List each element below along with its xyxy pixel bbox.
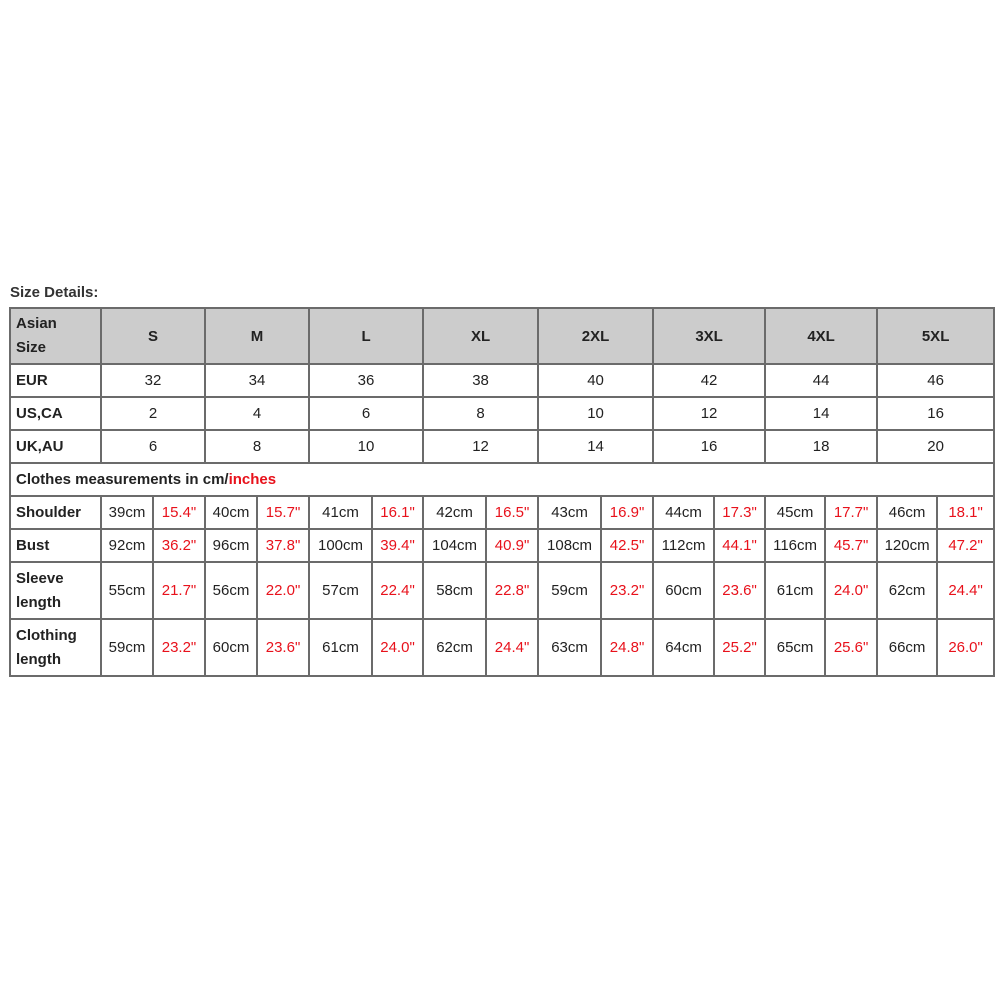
- inch-cell: 23.6": [257, 619, 309, 676]
- row-label: US,CA: [10, 397, 101, 430]
- us-ca-cell: 2: [101, 397, 205, 430]
- size-header-4xl: 4XL: [765, 308, 877, 364]
- size-header-2xl: 2XL: [538, 308, 653, 364]
- row-label: [10, 619, 101, 676]
- row-label-line-2: length: [16, 650, 61, 668]
- us-ca-cell: 6: [309, 397, 423, 430]
- eur-cell: 46: [877, 364, 994, 397]
- eur-cell: 40: [538, 364, 653, 397]
- size-header-m: M: [205, 308, 309, 364]
- eur-cell: 42: [653, 364, 765, 397]
- inch-cell: 39.4": [372, 529, 423, 562]
- inch-cell: 24.4": [937, 562, 994, 619]
- cm-cell: 61cm: [765, 562, 825, 619]
- uk-au-row: [10, 430, 994, 463]
- uk-au-cell: 10: [309, 430, 423, 463]
- row-label: Bust: [10, 529, 101, 562]
- uk-au-cell: 14: [538, 430, 653, 463]
- eur-cell: 44: [765, 364, 877, 397]
- header-row: [10, 308, 994, 364]
- cm-cell: 92cm: [101, 529, 153, 562]
- row-label-line-1: Clothing: [16, 626, 77, 644]
- inch-cell: 42.5": [601, 529, 653, 562]
- size-header-l: L: [309, 308, 423, 364]
- measurements-section-heading: [10, 463, 994, 496]
- inch-cell: 44.1": [714, 529, 765, 562]
- cm-cell: 45cm: [765, 496, 825, 529]
- us-ca-cell: 10: [538, 397, 653, 430]
- inch-cell: 16.9": [601, 496, 653, 529]
- size-header-xl: XL: [423, 308, 538, 364]
- uk-au-cell: 18: [765, 430, 877, 463]
- inch-cell: 24.0": [372, 619, 423, 676]
- inch-cell: 17.7": [825, 496, 877, 529]
- cm-cell: 42cm: [423, 496, 486, 529]
- inch-cell: 25.2": [714, 619, 765, 676]
- inch-cell: 45.7": [825, 529, 877, 562]
- cm-cell: 60cm: [205, 619, 257, 676]
- size-header-5xl: 5XL: [877, 308, 994, 364]
- cm-cell: 65cm: [765, 619, 825, 676]
- measurements-section-row: [10, 463, 994, 496]
- inch-cell: 23.6": [714, 562, 765, 619]
- cm-cell: 96cm: [205, 529, 257, 562]
- size-header-s: S: [101, 308, 205, 364]
- uk-au-cell: 12: [423, 430, 538, 463]
- us-ca-row: [10, 397, 994, 430]
- us-ca-cell: 16: [877, 397, 994, 430]
- cm-cell: 39cm: [101, 496, 153, 529]
- inch-cell: 15.4": [153, 496, 205, 529]
- cm-cell: 59cm: [538, 562, 601, 619]
- cm-cell: 46cm: [877, 496, 937, 529]
- eur-row: [10, 364, 994, 397]
- inch-cell: 23.2": [601, 562, 653, 619]
- asian-size-line-2: Size: [16, 339, 47, 356]
- eur-cell: 32: [101, 364, 205, 397]
- inch-cell: 40.9": [486, 529, 538, 562]
- clothing-length-row: [10, 619, 994, 676]
- cm-cell: 108cm: [538, 529, 601, 562]
- measurements-heading-unit: inches: [228, 470, 277, 488]
- sleeve-length-row: [10, 562, 994, 619]
- row-label: EUR: [10, 364, 101, 397]
- eur-cell: 34: [205, 364, 309, 397]
- eur-cell: 36: [309, 364, 423, 397]
- cm-cell: 56cm: [205, 562, 257, 619]
- cm-cell: 41cm: [309, 496, 372, 529]
- row-label: [10, 562, 101, 619]
- cm-cell: 63cm: [538, 619, 601, 676]
- cm-cell: 112cm: [653, 529, 714, 562]
- cm-cell: 58cm: [423, 562, 486, 619]
- cm-cell: 120cm: [877, 529, 937, 562]
- inch-cell: 16.5": [486, 496, 538, 529]
- inch-cell: 22.0": [257, 562, 309, 619]
- row-label-line-1: Sleeve: [16, 569, 64, 587]
- inch-cell: 18.1": [937, 496, 994, 529]
- inch-cell: 22.4": [372, 562, 423, 619]
- inch-cell: 16.1": [372, 496, 423, 529]
- cm-cell: 62cm: [877, 562, 937, 619]
- asian-size-header: [10, 308, 101, 364]
- uk-au-cell: 8: [205, 430, 309, 463]
- bust-row: [10, 529, 994, 562]
- row-label: Shoulder: [10, 496, 101, 529]
- inch-cell: 15.7": [257, 496, 309, 529]
- inch-cell: 22.8": [486, 562, 538, 619]
- cm-cell: 104cm: [423, 529, 486, 562]
- inch-cell: 47.2": [937, 529, 994, 562]
- us-ca-cell: 12: [653, 397, 765, 430]
- cm-cell: 57cm: [309, 562, 372, 619]
- cm-cell: 44cm: [653, 496, 714, 529]
- inch-cell: 36.2": [153, 529, 205, 562]
- uk-au-cell: 6: [101, 430, 205, 463]
- measurements-heading-text: Clothes measurements in cm/: [16, 470, 229, 488]
- cm-cell: 66cm: [877, 619, 937, 676]
- cm-cell: 100cm: [309, 529, 372, 562]
- inch-cell: 37.8": [257, 529, 309, 562]
- cm-cell: 59cm: [101, 619, 153, 676]
- cm-cell: 62cm: [423, 619, 486, 676]
- cm-cell: 55cm: [101, 562, 153, 619]
- eur-cell: 38: [423, 364, 538, 397]
- uk-au-cell: 16: [653, 430, 765, 463]
- us-ca-cell: 8: [423, 397, 538, 430]
- row-label: UK,AU: [10, 430, 101, 463]
- cm-cell: 43cm: [538, 496, 601, 529]
- us-ca-cell: 14: [765, 397, 877, 430]
- size-chart-table: [9, 307, 995, 677]
- cm-cell: 64cm: [653, 619, 714, 676]
- shoulder-row: [10, 496, 994, 529]
- cm-cell: 116cm: [765, 529, 825, 562]
- size-header-3xl: 3XL: [653, 308, 765, 364]
- row-label-line-2: length: [16, 593, 61, 611]
- size-details-title: Size Details:: [10, 284, 99, 301]
- inch-cell: 24.4": [486, 619, 538, 676]
- cm-cell: 60cm: [653, 562, 714, 619]
- asian-size-line-1: Asian: [16, 315, 57, 332]
- inch-cell: 24.0": [825, 562, 877, 619]
- cm-cell: 61cm: [309, 619, 372, 676]
- inch-cell: 21.7": [153, 562, 205, 619]
- uk-au-cell: 20: [877, 430, 994, 463]
- inch-cell: 24.8": [601, 619, 653, 676]
- us-ca-cell: 4: [205, 397, 309, 430]
- inch-cell: 23.2": [153, 619, 205, 676]
- inch-cell: 25.6": [825, 619, 877, 676]
- inch-cell: 26.0": [937, 619, 994, 676]
- cm-cell: 40cm: [205, 496, 257, 529]
- inch-cell: 17.3": [714, 496, 765, 529]
